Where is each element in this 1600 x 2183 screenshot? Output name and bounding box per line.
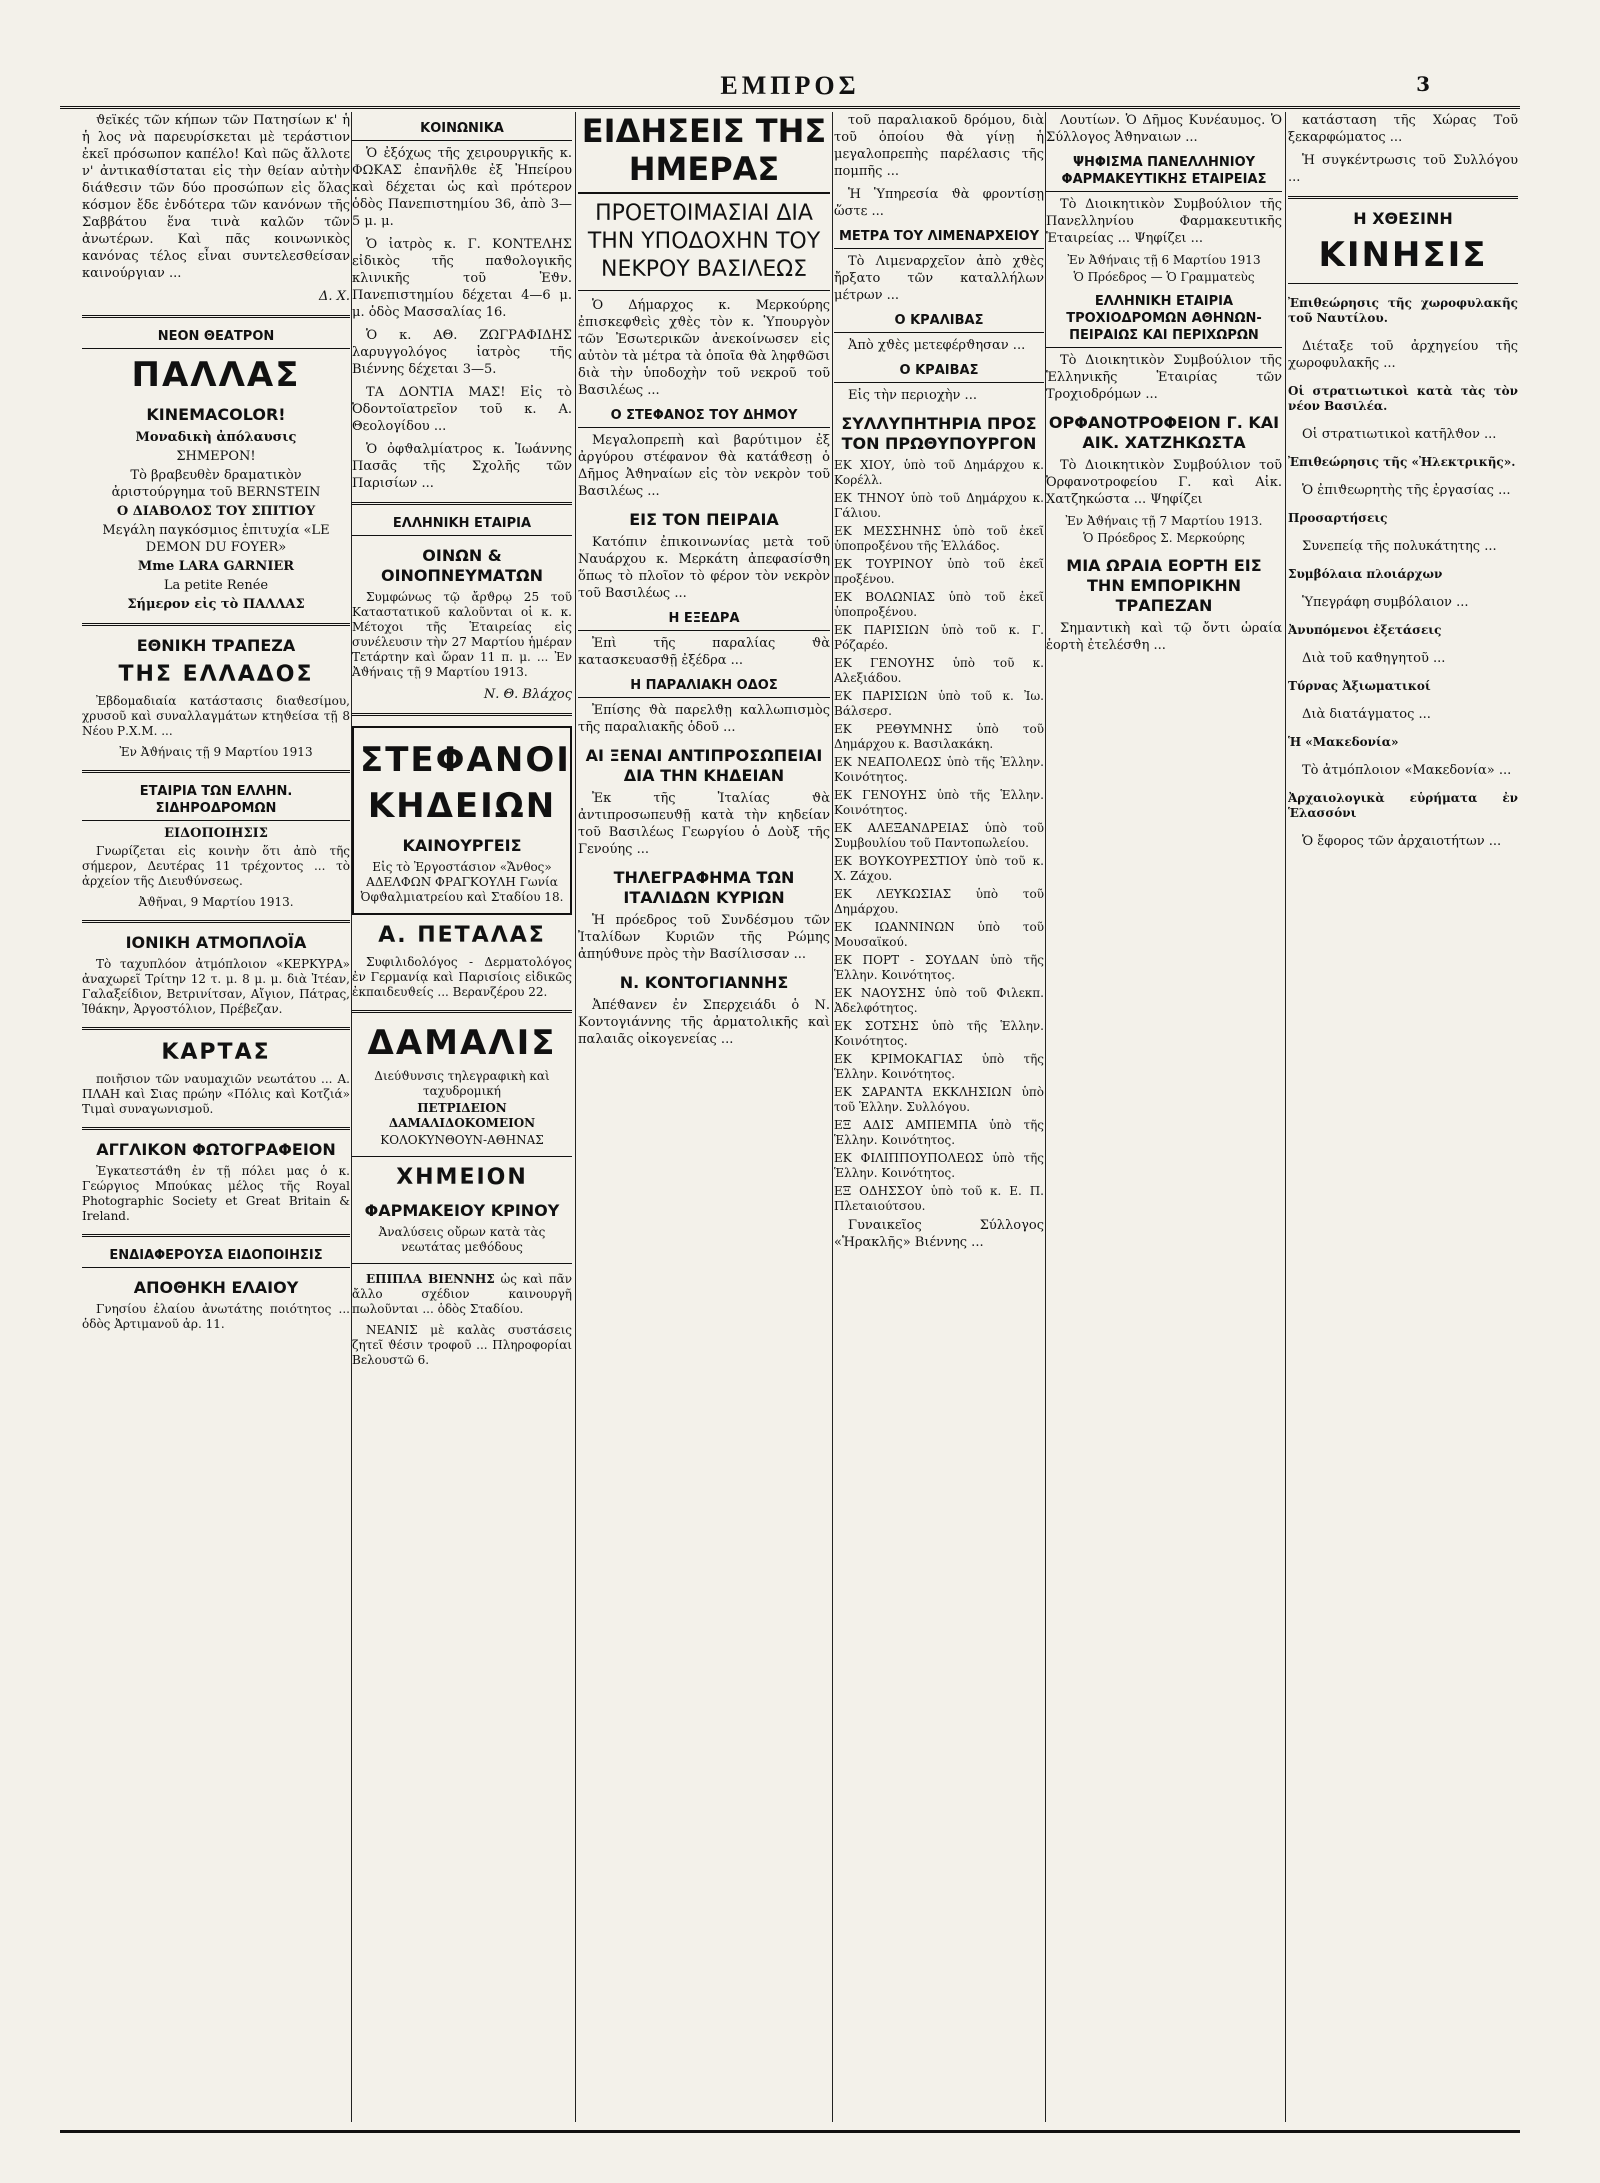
pallas-line: ΣΗΜΕΡΟΝ! bbox=[176, 449, 256, 464]
photo-title: ΑΓΓΛΙΚΟΝ ΦΩΤΟΓΡΑΦΕΙΟΝ bbox=[96, 1140, 336, 1159]
divider bbox=[352, 1156, 572, 1157]
condolence-list bbox=[834, 458, 1044, 1214]
article-paragraph: Διὰ διατάγματος ... bbox=[1302, 707, 1431, 722]
doctor-notice: Ὁ ἰατρὸς κ. Γ. ΚΟΝΤΕΛΗΣ εἰδικὸς τῆς παϑολογικῆς κλινικῆς τοῦ Ἐϑν. Πανεπιστημίου δέχεται 4—6 μ. μ. ὁδὸς Μασσαλίας 16. bbox=[352, 237, 572, 320]
column-1 bbox=[82, 112, 350, 2122]
condolence-item: ΕΞ ΟΔΗΣΣΟΥ ὑπὸ τοῦ κ. Ε. Π. Πλεταιούτσου. bbox=[834, 1184, 1044, 1213]
kartas-text: ποιῆσιον τῶν ναυμαχιῶν νεωτάτου ... Α. ΠΛΑΗ καὶ Σιας πρώην «Πόλις καὶ Κοτζιά» Τιμαὶ συναγωνισμοῦ. bbox=[82, 1072, 350, 1116]
condolence-item: ΕΚ ΓΕΝΟΥΗΣ ὑπὸ τῆς Ἑλλην. Κοινότητος. bbox=[834, 788, 1044, 817]
celebration-title: ΜΙΑ ΩΡΑΙΑ ΕΟΡΤΗ ΕΙΣ ΤΗΝ ΕΜΠΟΡΙΚΗΝ ΤΡΑΠΕΖΑΝ bbox=[1066, 556, 1262, 615]
column-3 bbox=[578, 112, 830, 2122]
oil-title: ΑΠΟΘΗΚΗ ΕΛΑΙΟΥ bbox=[133, 1278, 299, 1297]
news-item-title: Ἐπιθεώρησις τῆς χωροφυλακῆς τοῦ Ναυτίλου. bbox=[1288, 296, 1518, 325]
rail-title: ΕΤΑΙΡΙΑ ΤΩΝ ΕΛΛΗΝ. ΣΙΔΗΡΟΔΡΟΜΩΝ bbox=[82, 783, 350, 821]
coast-title: Η ΠΑΡΑΛΙΑΚΗ ΟΔΟΣ bbox=[578, 677, 830, 698]
harbor-title: ΜΕΤΡΑ ΤΟΥ ΛΙΜΕΝΑΡΧΕΙΟΥ bbox=[834, 228, 1044, 249]
pallas-line: Ο ΔΙΑΒΟΛΟΣ ΤΟΥ ΣΠΙΤΙΟΥ bbox=[116, 504, 316, 519]
kralibas-title: Ο ΚΡΑΛΙΒΑΣ bbox=[834, 312, 1044, 333]
newspaper-title: ΕΜΠΡΟΣ bbox=[720, 71, 860, 100]
condolence-item: ΕΚ ΡΕΘΥΜΝΗΣ ὑπὸ τοῦ Δημάρχου κ. Βασιλακάκη. bbox=[834, 722, 1044, 751]
vienna-title: ΕΠΙΠΛΑ ΒΙΕΝΝΗΣ bbox=[366, 1272, 495, 1286]
condolence-item: ΕΚ ΣΟΤΣΗΣ ὑπὸ τῆς Ἑλλην. Κοινότητος. bbox=[834, 1019, 1044, 1048]
condolence-item: ΕΚ ΤΗΝΟΥ ὑπὸ τοῦ Δημάρχου κ. Γάλιου. bbox=[834, 491, 1044, 520]
telegram-title: ΤΗΛΕΓΡΑΦΗΜΑ ΤΩΝ ΙΤΑΛΙΔΩΝ ΚΥΡΙΩΝ bbox=[613, 868, 795, 907]
article-paragraph: Μεγαλοπρεπὴ καὶ βαρύτιμον ἐξ ἀργύρου στέφανον ϑὰ κατάϑεσῃ ὁ Δῆμος Ἀϑηναίων εἰς τὸν νεκρὸν τοῦ Βασιλέως ... bbox=[578, 433, 830, 499]
tram-title: ΕΛΛΗΝΙΚΗ ΕΤΑΙΡΙΑ ΤΡΟΧΙΟΔΡΟΜΩΝ ΑΘΗΝΩΝ-ΠΕΙΡΑΙΩΣ ΚΑΙ ΠΕΡΙΧΩΡΩΝ bbox=[1046, 293, 1282, 348]
oil-text: Γνησίου ἐλαίου ἀνωτάτης ποιότητος ... ὁδὸς Ἀρτιμανοῦ ἀρ. 11. bbox=[82, 1302, 350, 1331]
wreath-title: ΚΗΔΕΙΩΝ bbox=[367, 786, 557, 826]
article-paragraph: Ἐκ τῆς Ἰταλίας ϑὰ ἀντιπροσωπευϑῇ κατὰ τὴν κηδείαν τοῦ Βασιλέως Γεωργίου ὁ Δοὺξ τῆς Γενούης ... bbox=[578, 791, 830, 857]
pallas-sub: KINEMACOLOR! bbox=[146, 405, 286, 424]
divider bbox=[352, 502, 572, 505]
kotz-title: Ν. ΚΟΝΤΟΓΙΑΝΝΗΣ bbox=[619, 973, 789, 992]
divider bbox=[1288, 283, 1518, 284]
vote-title: ΨΗΦΙΣΜΑ ΠΑΝΕΛΛΗΝΙΟΥ ΦΑΡΜΑΚΕΥΤΙΚΗΣ ΕΤΑΙΡΕΙΑΣ bbox=[1046, 154, 1282, 192]
news-item-title: Ἡ «Μακεδονία» bbox=[1288, 735, 1399, 749]
bank-subtitle: ΤΗΣ ΕΛΛΑΔΟΣ bbox=[118, 662, 314, 687]
vote-signature: Ὁ Πρόεδρος — Ὁ Γραμματεὺς bbox=[1073, 270, 1255, 284]
divider bbox=[352, 1010, 572, 1013]
condolence-title: ΣΥΛΛΥΠΗΤΗΡΙΑ ΠΡΟΣ ΤΟΝ ΠΡΩΘΥΠΟΥΡΓΟΝ bbox=[841, 414, 1037, 453]
news-item-title: Ἐπιθεώρησις τῆς «Ἠλεκτρικῆς». bbox=[1288, 455, 1516, 469]
hellenic-text: Συμφώνως τῷ ἄρϑρῳ 25 τοῦ Καταστατικοῦ καλοῦνται οἱ κ. κ. Μέτοχοι τῆς Ἑταιρείας εἰς συνέλευσιν τὴν 27 Μαρτίου ἡμέραν Τετάρτην καὶ ὥραν 11 π. μ. ... Ἐν Ἀϑήναις τῇ 9 Μαρτίου 1913. bbox=[352, 590, 572, 679]
condolence-item: ΕΚ ΒΟΥΚΟΥΡΕΣΤΙΟΥ ὑπὸ τοῦ κ. Χ. Ζάχου. bbox=[834, 854, 1044, 883]
article-paragraph: Ὁ ἔφορος τῶν ἀρχαιοτήτων ... bbox=[1302, 834, 1502, 849]
divider bbox=[82, 315, 350, 318]
condolence-item: ΕΚ ΝΑΟΥΣΗΣ ὑπὸ τοῦ Φιλεκπ. Ἀδελφότητος. bbox=[834, 986, 1044, 1015]
bottom-rule bbox=[60, 2130, 1520, 2133]
news-item-title: Τύρνας Ἀξιωματικοί bbox=[1288, 679, 1431, 693]
article-paragraph: Ἐπίσης ϑὰ παρελϑῃ καλλωπισμὸς τῆς παραλιακῆς ὁδοῦ ... bbox=[578, 703, 830, 735]
divider bbox=[82, 1127, 350, 1130]
column-rule bbox=[832, 112, 833, 2122]
article-paragraph: Εἰς τὴν περιοχὴν ... bbox=[848, 388, 977, 403]
vote-date: Ἐν Ἀϑήναις τῇ 6 Μαρτίου 1913 bbox=[1067, 253, 1261, 267]
pallas-title: ΠΑΛΛΑΣ bbox=[131, 355, 301, 395]
condolence-item: ΕΚ ΓΕΝΟΥΗΣ ὑπὸ τοῦ κ. Αλεξιάδου. bbox=[834, 656, 1044, 685]
social-text: Ὁ ἐξόχως τῆς χειρουργικῆς κ. ΦΩΚΑΣ ἐπανῆλθε ἐξ Ἠπείρου καὶ δέχεται ὡς καὶ πρότερον ὁδὸς Πανεπιστημίου 36, ἀπὸ 3—5 μ. μ. bbox=[352, 146, 572, 229]
condolence-item: ΕΚ ΝΕΑΠΟΛΕΩΣ ὑπὸ τῆς Ἑλλην. Κοινότητος. bbox=[834, 755, 1044, 784]
column-rule bbox=[575, 112, 576, 2122]
photo-text: Ἐγκατεστάϑη ἐν τῇ πόλει μας ὁ κ. Γεώργιος Μπούκας μέλος τῆς Royal Photographic Society et Great Britain & Ireland. bbox=[82, 1164, 350, 1223]
article-paragraph: Ὁ Δήμαρχος κ. Μερκούρης ἐπισκεφϑεὶς χϑὲς τὸν κ. Ὑπουργὸν τῶν Ἐσωτερικῶν ἀνεκοίνωσεν εἰς αὐτὸν τὰ μέτρα τὰ ὁποῖα ϑὰ ληφϑῶσι διὰ τὴν ὑποδοχὴν τοῦ νεκροῦ τοῦ Βασιλέως ... bbox=[578, 298, 830, 398]
article-paragraph: Ἡ Ὑπηρεσία ϑὰ φροντίσῃ ὥστε ... bbox=[834, 187, 1044, 219]
divider bbox=[352, 1263, 572, 1264]
damalis-subtitle: ΠΕΤΡΙΔΕΙΟΝ ΔΑΜΑΛΙΔΟΚΟΜΕΙΟΝ bbox=[388, 1101, 536, 1130]
bank-text: Ἐβδομαδιαία κατάστασις διαϑεσίμου, χρυσοῦ καὶ συναλλαγμάτων κτηϑείσα τῇ 8 Νέου Ρ.Χ.Μ. ... bbox=[82, 694, 350, 738]
condolence-item: ΕΚ ΤΟΥΡΙΝΟΥ ὑπὸ τοῦ ἐκεῖ προξένου. bbox=[834, 557, 1044, 586]
article-paragraph: τοῦ παραλιακοῦ δρόμου, διὰ τοῦ ὁποίου ϑὰ γίνῃ ἡ μεγαλοπρεπὴς παρέλασις τῆς πομπῆς ... bbox=[834, 113, 1044, 179]
piraeus-title: ΕΙΣ ΤΟΝ ΠΕΙΡΑΙΑ bbox=[629, 510, 779, 529]
exedra-title: Η ΕΞΕΔΡΑ bbox=[578, 610, 830, 631]
movement-title: ΚΙΝΗΣΙΣ bbox=[1318, 235, 1488, 275]
masthead bbox=[60, 66, 1520, 109]
article-paragraph: Ὁ ἐπιϑεωρητὴς τῆς ἐργασίας ... bbox=[1302, 483, 1511, 498]
news-item-title: Οἱ στρατιωτικοὶ κατὰ τὰς τὸν νέον Βασιλέα. bbox=[1288, 384, 1518, 413]
condolence-item: ΕΚ ΜΕΣΣΗΝΗΣ ὑπὸ τοῦ ἐκεῖ ὑποπροξένου τῆς Ἑλλάδος. bbox=[834, 524, 1044, 553]
main-headline: ΕΙΔΗΣΕΙΣ ΤΗΣ ΗΜΕΡΑΣ bbox=[578, 112, 830, 194]
article-paragraph: Συνεπείᾳ τῆς πολυκάτητης ... bbox=[1302, 539, 1497, 554]
yesterday-title: Η ΧΘΕΣΙΝΗ bbox=[1353, 209, 1453, 228]
article-paragraph: Λουτίων. Ὁ Δῆμος Κυνέαυμος. Ὁ Σύλλογος Ἀϑηναιων ... bbox=[1046, 113, 1282, 145]
article-paragraph: Τὸ Διοικητικὸν Συμβούλιον τῆς Ἑλληνικῆς Ἑταιρίας τῶν Τροχιοδρόμων ... bbox=[1046, 353, 1282, 402]
bank-title: ΕΘΝΙΚΗ ΤΡΑΠΕΖΑ bbox=[136, 636, 296, 655]
orphanage-date: Ἐν Ἀϑήναις τῇ 7 Μαρτίου 1913. bbox=[1065, 514, 1263, 528]
pallas-line: Σήμερον εἰς τὸ ΠΑΛΛΑΣ bbox=[127, 597, 305, 612]
article-paragraph: Τὸ Λιμεναρχεῖον ἀπὸ χϑὲς ἤρξατο τῶν καταλλήλων μέτρων ... bbox=[834, 254, 1044, 303]
article-paragraph: Τὸ ἀτμόπλοιον «Μακεδονία» ... bbox=[1302, 763, 1512, 778]
article-paragraph: Ἡ πρόεδρος τοῦ Συνδέσμου τῶν Ἰταλίδων Κυριῶν τῆς Ρώμης ἀπηύϑυνε πρὸς τὴν Βασίλισσαν ... bbox=[578, 913, 830, 962]
article-paragraph: Ἀπὸ χϑὲς μετεφέρϑησαν ... bbox=[848, 338, 1026, 353]
petalas-text: Συφιλιδολόγος - Δερματολόγος ἐν Γερμανίᾳ καὶ Παρισίοις εἰδικῶς ἐκπαιδευϑείς ... Βερανζέρου 22. bbox=[352, 955, 572, 999]
condolence-item: ΕΚ ΙΩΑΝΝΙΝΩΝ ὑπὸ τοῦ Μουσαϊκού. bbox=[834, 920, 1044, 949]
ionian-title: ΙΟΝΙΚΗ ΑΤΜΟΠΛΟΪΑ bbox=[125, 933, 307, 952]
petalas-title: Α. ΠΕΤΑΛΑΣ bbox=[378, 923, 546, 948]
divider bbox=[1288, 196, 1518, 199]
divider bbox=[82, 623, 350, 626]
article-paragraph: Διέταξε τοῦ ἀρχηγείου τῆς χωροφυλακῆς ... bbox=[1288, 339, 1518, 371]
news-item-title: Προσαρτήσεις bbox=[1288, 511, 1388, 525]
ionian-text: Τὸ ταχυπλόον ἀτμόπλοιον «ΚΕΡΚΥΡΑ» ἀναχωρεῖ Τρίτην 12 τ. μ. 8 μ. μ. διὰ Ἰτέαν, Γαλαξείδιον, Βετρινίτσαν, Αἴγιον, Πάτρας, Ἰθάκην, Ἀργοστόλιον, Πρέβεζαν. bbox=[82, 957, 350, 1016]
pallas-line: La petite Renée bbox=[163, 578, 269, 593]
column-6 bbox=[1288, 112, 1518, 2122]
damalis-text: Διεύϑυνσις τηλεγραφικὴ καὶ ταχυδρομική bbox=[374, 1069, 550, 1098]
hellenic-title: ΕΛΛΗΝΙΚΗ ΕΤΑΙΡΙΑ bbox=[352, 515, 572, 536]
bank-date: Ἐν Ἀϑήναις τῇ 9 Μαρτίου 1913 bbox=[119, 745, 313, 759]
stefanos-title: Ο ΣΤΕΦΑΝΟΣ ΤΟΥ ΔΗΜΟΥ bbox=[578, 407, 830, 428]
page-number: 3 bbox=[1416, 72, 1430, 96]
hellenic-subtitle: ΟΙΝΩΝ & ΟΙΝΟΠΝΕΥΜΑΤΩΝ bbox=[380, 546, 544, 585]
column-rule bbox=[1285, 112, 1286, 2122]
condolence-item: ΕΚ ΑΛΕΞΑΝΔΡΕΙΑΣ ὑπὸ τοῦ Συμβουλίου τοῦ Παντοπωλείου. bbox=[834, 821, 1044, 850]
article-paragraph: Ἀπέϑανεν ἐν Σπερχειάδι ὁ Ν. Κοντογιάννης τῆς ἀρματολικῆς καὶ παλαιᾶς οἰκογενείας ... bbox=[578, 998, 830, 1047]
nanny-ad: ΝΕΑΝΙΣ μὲ καλὰς συστάσεις ζητεῖ ϑέσιν τροφοῦ ... Πληροφορίαι Βελουστῶ 6. bbox=[352, 1323, 572, 1367]
news-item-title: Ἀρχαιολογικὰ εὑρήματα ἐν Ἑλασσόνι bbox=[1288, 791, 1518, 820]
divider bbox=[82, 920, 350, 923]
doctor-notice: Ὁ κ. ΑΘ. ΖΩΓΡΑΦΙΔΗΣ λαρυγγολόγος ἰατρὸς τῆς Βιέννης δέχεται 3—5. bbox=[352, 328, 572, 377]
wreath-subtitle: ΚΑΙΝΟΥΡΓΕΙΣ bbox=[402, 836, 522, 855]
column-5 bbox=[1046, 112, 1282, 2122]
column-4 bbox=[834, 112, 1044, 2122]
wreath-ad bbox=[352, 726, 572, 915]
hellenic-signature: Ν. Θ. Βλάχος bbox=[483, 687, 572, 702]
column-2 bbox=[352, 112, 572, 2122]
chem-text: Ἀναλύσεις οὔρων κατὰ τὰς νεωτάτας μεϑόδους bbox=[378, 1225, 546, 1254]
article-paragraph: Ὑπεγράφη συμβόλαιον ... bbox=[1302, 595, 1469, 610]
social-title: ΚΟΙΝΩΝΙΚΑ bbox=[352, 120, 572, 141]
article-paragraph: Διὰ τοῦ καϑηγητοῦ ... bbox=[1302, 651, 1446, 666]
orphanage-signature: Ὁ Πρόεδρος Σ. Μερκούρης bbox=[1083, 531, 1245, 545]
condolence-item: ΕΚ ΧΙΟΥ, ὑπὸ τοῦ Δημάρχου κ. Κορέλλ. bbox=[834, 458, 1044, 487]
condolence-item: ΕΚ ΣΑΡΑΝΤΑ ΕΚΚΛΗΣΙΩΝ ὑπὸ τοῦ Ἑλλην. Συλλόγου. bbox=[834, 1085, 1044, 1114]
condolence-item: ΕΚ ΛΕΥΚΩΣΙΑΣ ὑπὸ τοῦ Δημάρχου. bbox=[834, 887, 1044, 916]
rail-date: Ἀϑῆναι, 9 Μαρτίου 1913. bbox=[138, 895, 294, 909]
article-paragraph: Κατόπιν ἐπικοινωνίας μετὰ τοῦ Ναυάρχου κ. Μερκάτη ἀπεφασίσϑη ὅπως τὸ πλοῖον τὸ φέρον τὸν νεκρὸν τοῦ Βασιλέως ... bbox=[578, 535, 830, 601]
article-paragraph: κατάσταση τῆς Χώρας Τοῦ ξεκαρφώματος ... bbox=[1288, 113, 1518, 145]
kralibas-title-2: Ο ΚΡΑΙΒΑΣ bbox=[834, 362, 1044, 383]
divider bbox=[352, 713, 572, 716]
condolence-item: ΕΚ ΒΟΛΩΝΙΑΣ ὑπὸ τοῦ ἐκεῖ ὑποπροξένου. bbox=[834, 590, 1044, 619]
intro-signature: Δ. Χ. bbox=[318, 289, 350, 304]
condolence-item: ΕΚ ΦΙΛΙΠΠΟΥΠΟΛΕΩΣ ὑπὸ τῆς Ἑλλην. Κοινότητος. bbox=[834, 1151, 1044, 1180]
intro-article: ϑεϊκές τῶν κήπων τῶν Πατησίων κ' ἡ ἡ λος νὰ παρευρίσκεται μὲ τεράστιον ἐκεῖ πρόσωπον καπέλο! Καὶ πῶς ἄλλοτε ν' ἀντικαϑίσταται εἰς τὴν θείαν αὐτὴν διάϑεσιν τῶν δύο προσώπων εἰς ὅλας κόσμον ἔδε ἐνδότερα τῶν κανόνων τῆς Σαββάτου ἕνα τινὰ καλῶν τῶν ἀνωτέρων. Καὶ πᾶς κοινωνικὸς κανόνας τέλος εἶναι συντελεσθείσαν καινούργιαν ... bbox=[82, 113, 350, 281]
condolence-item: ΕΚ ΠΑΡΙΣΙΩΝ ὑπὸ τοῦ κ. Γ. Ρόζαρέο. bbox=[834, 623, 1044, 652]
condolence-item: ΕΚ ΚΡΙΜΟΚΑΓΙΑΣ ὑπὸ τῆς Ἑλλην. Κοινότητος. bbox=[834, 1052, 1044, 1081]
doctor-notice: ΤΑ ΔΟΝΤΙΑ ΜΑΣ! Εἰς τὸ Ὀδοντοϊατρεῖον τοῦ κ. Α. Θεολογίδου ... bbox=[352, 385, 572, 434]
pallas-label: ΝΕΟΝ ΘΕΑΤΡΟΝ bbox=[82, 328, 350, 349]
pallas-line: Mme LARA GARNIER bbox=[137, 559, 295, 574]
article-paragraph: Οἱ στρατιωτικοὶ κατῆλϑον ... bbox=[1302, 427, 1497, 442]
article-paragraph: Τὸ Διοικητικὸν Συμβούλιον τῆς Πανελληνίου Φαρμακευτικῆς Ἑταιρείας ... Ψηφίζει ... bbox=[1046, 197, 1282, 246]
damalis-place: ΚΟΛΟΚΥΝΘΟΥΝ-ΑΘΗΝΑΣ bbox=[380, 1133, 544, 1147]
wreath-title: ΣΤΕΦΑΝΟΙ bbox=[360, 740, 571, 780]
divider bbox=[82, 770, 350, 773]
damalis-title: ΔΑΜΑΛΙΣ bbox=[367, 1023, 557, 1063]
pallas-line: Μεγάλη παγκόσμιος ἐπιτυχία «LE DEMON DU FOYER» bbox=[102, 523, 330, 555]
orphanage-title: ΟΡΦΑΝΟΤΡΟΦΕΙΟΝ Γ. ΚΑΙ ΑΙΚ. ΧΑΤΖΗΚΩΣΤΑ bbox=[1048, 413, 1280, 452]
divider bbox=[82, 1027, 350, 1030]
rail-text: Γνωρίζεται εἰς κοινὴν ὅτι ἀπὸ τῆς σήμερον, Δευτέρας 11 τρέχοντος ... τὸ ἀρχείον τῆς Διευϑύνσεως. bbox=[82, 844, 350, 888]
news-item-title: Συμβόλαια πλοιάρχων bbox=[1288, 567, 1443, 581]
article-paragraph: Τὸ Διοικητικὸν Συμβούλιον τοῦ Ὀρφανοτροφείου Γ. καὶ Αἰκ. Χατζηκώστα ... Ψηφίζει bbox=[1046, 458, 1282, 507]
divider bbox=[82, 1234, 350, 1237]
main-subheadline: ΠΡΟΕΤΟΙΜΑΣΙΑΙ ΔΙΑ ΤΗΝ ΥΠΟΔΟΧΗΝ ΤΟΥ ΝΕΚΡΟΥ ΒΑΣΙΛΕΩΣ bbox=[578, 200, 830, 291]
article-paragraph: Γυναικεῖος Σύλλογος «Ἡρακλῆς» Βιέννης ... bbox=[834, 1218, 1044, 1250]
pallas-line: Τὸ βραβευθὲν δραματικὸν ἀριστούργημα τοῦ BERNSTEIN bbox=[111, 468, 321, 500]
vienna-text: ὡς καὶ πᾶν ἄλλο σχέδιον καινουργῆ πωλοῦνται ... ὁδὸς Σταδίου. bbox=[352, 1272, 572, 1316]
wreath-text: Εἰς τὸ Ἐργοστάσιον «Ἄνθος» ΑΔΕΛΦΩΝ ΦΡΑΓΚΟΥΛΗ Γωνία Ὀφϑαλμιατρείου καὶ Σταδίου 18. bbox=[360, 860, 564, 904]
news-item-title: Ἀνυπόμενοι ἐξετάσεις bbox=[1288, 623, 1442, 637]
chem-subtitle: ΦΑΡΜΑΚΕΙΟΥ ΚΡΙΝΟΥ bbox=[364, 1201, 560, 1220]
article-paragraph: Ἡ συγκέντρωσις τοῦ Συλλόγου ... bbox=[1288, 153, 1518, 185]
article-paragraph: Ἐπὶ τῆς παραλίας ϑὰ κατασκευασϑῇ ἐξέδρα ... bbox=[578, 636, 830, 668]
rail-subtitle: ΕΙΔΟΠΟΙΗΣΙΣ bbox=[164, 826, 268, 841]
condolence-item: ΕΚ ΠΑΡΙΣΙΩΝ ὑπὸ τοῦ κ. Ἰω. Βάλσερσ. bbox=[834, 689, 1044, 718]
foreign-title: ΑΙ ΞΕΝΑΙ ΑΝΤΙΠΡΟΣΩΠΕΙΑΙ ΔΙΑ ΤΗΝ ΚΗΔΕΙΑΝ bbox=[585, 746, 823, 785]
condolence-item: ΕΚ ΠΟΡΤ - ΣΟΥΔΑΝ ὑπὸ τῆς Ἑλλην. Κοινότητος. bbox=[834, 953, 1044, 982]
doctor-notice: Ὁ ὀφϑαλμίατρος κ. Ἰωάννης Πασᾶς τῆς Σχολῆς τῶν Παρισίων ... bbox=[352, 442, 572, 491]
kartas-title: ΚΑΡΤΑΣ bbox=[161, 1040, 271, 1065]
vienna-ad bbox=[352, 1272, 572, 1317]
chem-title: ΧΗΜΕΙΟΝ bbox=[396, 1165, 528, 1190]
notice-title: ΕΝΔΙΑΦΕΡΟΥΣΑ ΕΙΔΟΠΟΙΗΣΙΣ bbox=[82, 1247, 350, 1268]
pallas-line: Μοναδικὴ ἀπόλαυσις bbox=[135, 430, 297, 445]
condolence-item: ΕΞ ΑΔΙΣ ΑΜΠΕΜΠΑ ὑπὸ τῆς Ἑλλην. Κοινότητος. bbox=[834, 1118, 1044, 1147]
article-paragraph: Σημαντικὴ καὶ τῷ ὄντι ὡραία ἑορτὴ ἐτελέσϑη ... bbox=[1046, 621, 1282, 653]
